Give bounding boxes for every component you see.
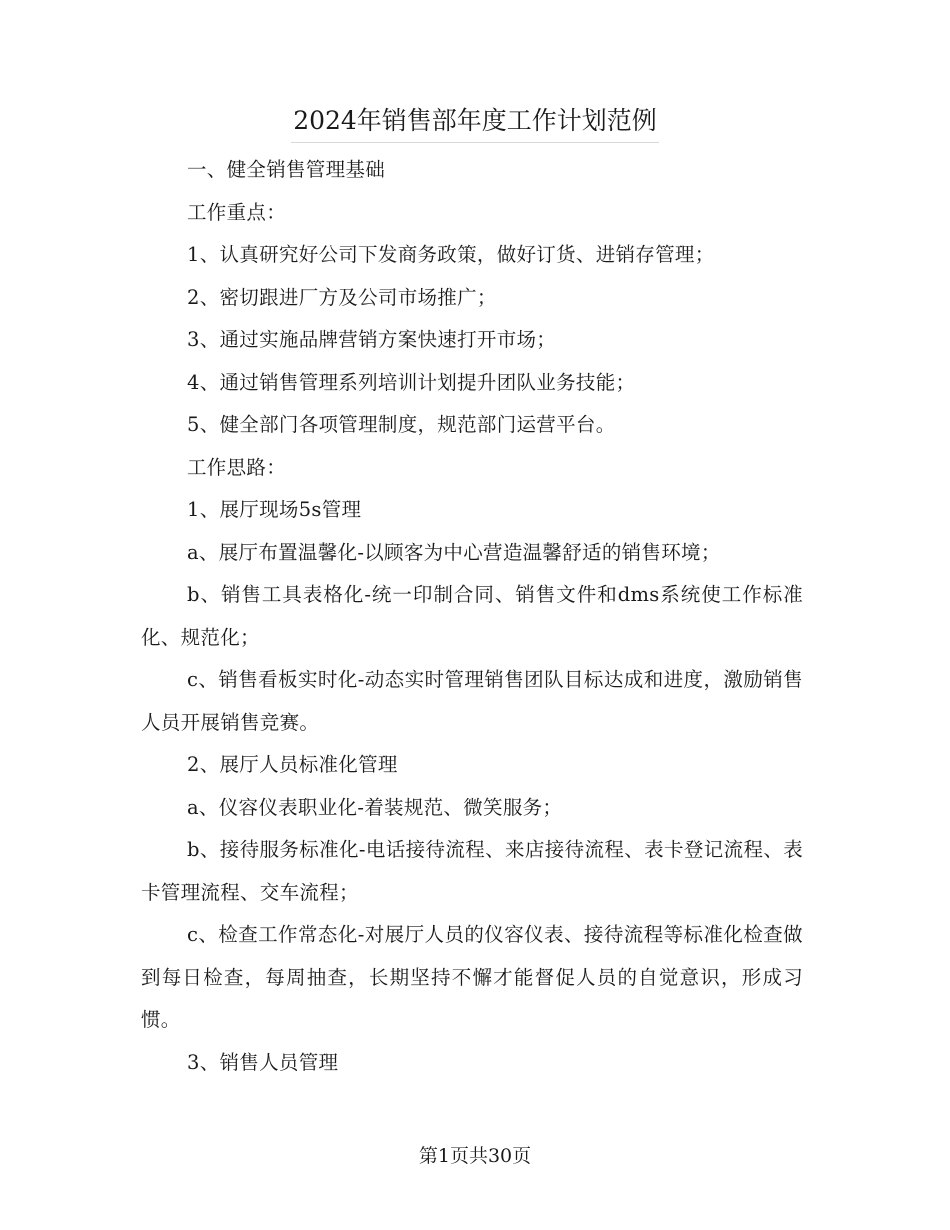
- page-number-footer: 第1页共30页: [418, 1145, 532, 1167]
- list-item: 2、密切跟进厂方及公司市场推广；: [187, 285, 497, 309]
- list-item: a、展厅布置温馨化-以顾客为中心营造温馨舒适的销售环境；: [187, 540, 721, 564]
- list-item: 3、通过实施品牌营销方案快速打开市场；: [187, 328, 557, 351]
- document-title-wrap: [0, 100, 950, 143]
- subheading-work-approach: 工作思路：: [187, 455, 287, 479]
- list-item: 2、展厅人员标准化管理: [187, 753, 398, 776]
- list-item: a、仪容仪表职业化-着装规范、微笑服务；: [187, 795, 563, 819]
- list-item: b、接待服务标准化-电话接待流程、来店接待流程、表卡登记流程、表卡管理流程、交车流程；: [141, 838, 803, 904]
- section-heading: 一、健全销售管理基础: [187, 158, 386, 181]
- document-title: 2024年销售部年度工作计划范例: [291, 100, 659, 143]
- list-item: 3、销售人员管理: [187, 1050, 339, 1074]
- list-item: 1、认真研究好公司下发商务政策，做好订货、进销存管理；: [187, 243, 715, 266]
- list-item: 1、展厅现场5s管理: [187, 498, 362, 521]
- document-body: [141, 149, 803, 1084]
- list-item: c、销售看板实时化-动态实时管理销售团队目标达成和进度，激励销售人员开展销售竞赛。: [141, 668, 803, 734]
- list-item: c、检查工作常态化-对展厅人员的仪容仪表、接待流程等标准化检查做到每日检查，每周抽查，长期坚持不懈才能督促人员的自觉意识，形成习惯。: [141, 923, 803, 1031]
- list-item: b、销售工具表格化-统一印制合同、销售文件和dms系统使工作标准化、规范化；: [141, 583, 803, 649]
- list-item: 4、通过销售管理系列培训计划提升团队业务技能；: [187, 370, 636, 394]
- list-item: 5、健全部门各项管理制度，规范部门运营平台。: [187, 413, 616, 436]
- subheading-work-focus: 工作重点：: [187, 200, 287, 224]
